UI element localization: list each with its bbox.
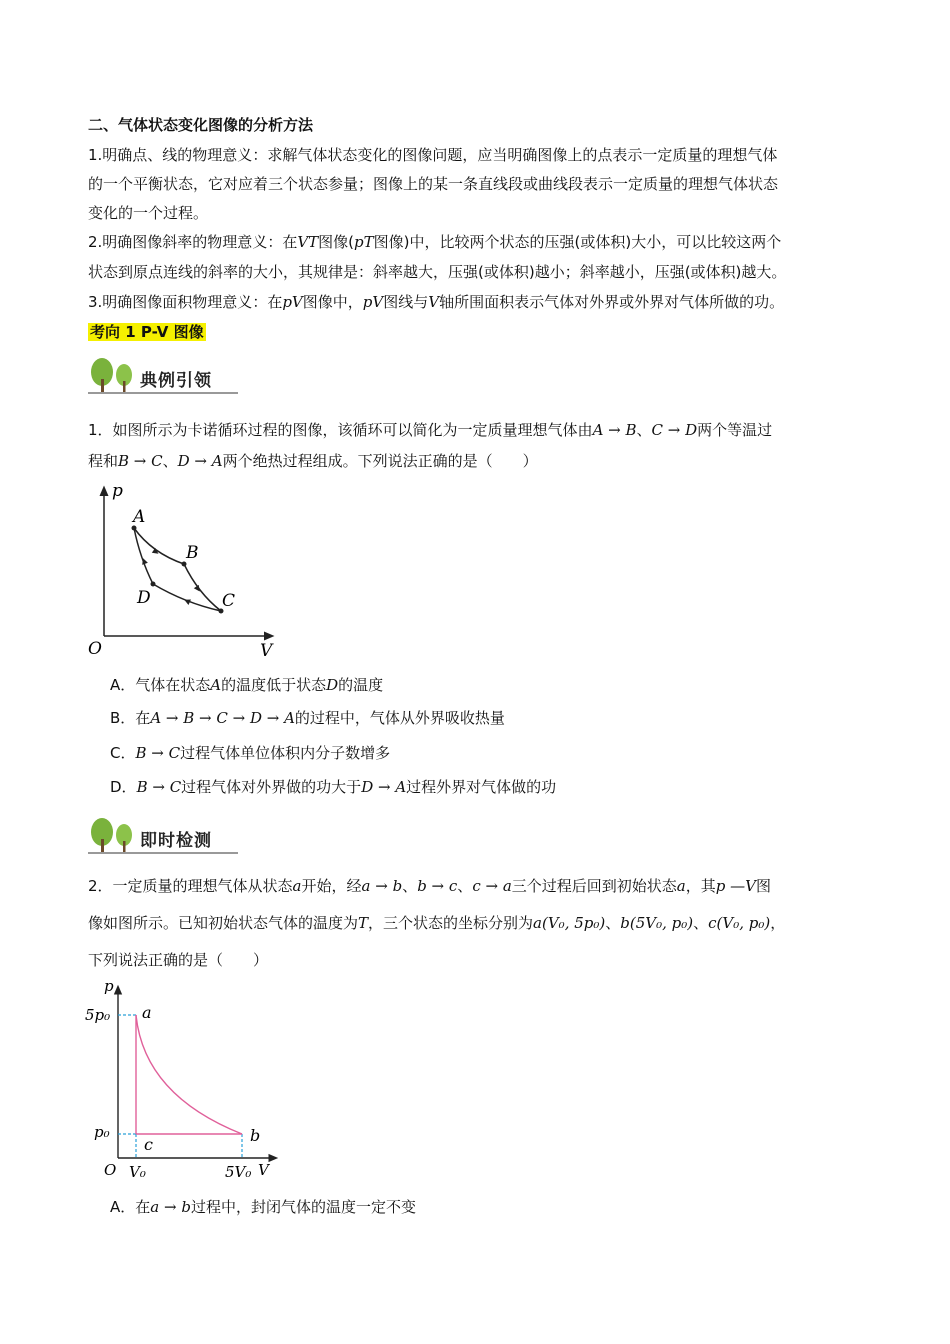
text: 过程中，封闭气体的温度一定不变 [190, 1198, 416, 1216]
topic-highlight: 考向 1 P-V 图像 [90, 323, 204, 341]
math-state: a [676, 877, 686, 895]
q1-option-d[interactable] [110, 777, 556, 797]
arrow-c-d [183, 597, 191, 605]
label-5v0: 5V₀ [225, 1163, 252, 1181]
text: 气体在状态 [135, 676, 211, 694]
text: 2．一定质量的理想气体从状态 [88, 877, 293, 895]
math-pv: pV [282, 293, 303, 311]
q2-line-1 [88, 876, 771, 896]
tree-icon [88, 355, 140, 395]
text: 两个等温过 [697, 421, 773, 439]
coord-a: a(V₀, 5p₀) [533, 914, 606, 932]
text: 2.明确图像斜率的物理意义：在 [88, 233, 298, 251]
banner-title: 即时检测 [140, 831, 212, 851]
text: 、 [636, 421, 652, 439]
math-path: A → B → C → D → A [150, 709, 295, 727]
paragraph-2-line-1 [88, 232, 781, 252]
label-c: C [222, 591, 236, 611]
carnot-cycle-figure [80, 478, 290, 663]
banner-underline [88, 852, 238, 854]
text: 图 [755, 877, 771, 895]
text: 、 [402, 877, 418, 895]
coord-c: c(V₀, p₀) [708, 914, 771, 932]
q2-line-2 [88, 913, 785, 933]
q2-option-a[interactable] [110, 1197, 416, 1217]
text: 程和 [88, 452, 119, 470]
text: 轴所围面积表示气体对外界或外界对气体所做的功。 [439, 293, 785, 311]
math-path: B → C [136, 778, 182, 796]
label-p: p [104, 977, 114, 995]
text: 三个过程后回到初始状态 [511, 877, 677, 895]
text: 的温度 [338, 676, 384, 694]
text: 在 [135, 709, 151, 727]
label-p0: p₀ [94, 1123, 110, 1141]
label-c: c [144, 1135, 153, 1154]
text: 的过程中，气体从外界吸收热量 [294, 709, 505, 727]
q1-option-a[interactable] [110, 675, 383, 695]
option-key: D． [110, 778, 137, 796]
label-o: O [104, 1161, 117, 1179]
text: 像如图所示。已知初始状态气体的温度为 [88, 914, 359, 932]
q1-line-1 [88, 420, 772, 440]
topic-label [88, 322, 206, 342]
math-path: c → a [472, 877, 512, 895]
option-key: A． [110, 1198, 136, 1216]
text: 、 [605, 914, 621, 932]
text: 1．如图所示为卡诺循环过程的图像，该循环可以简化为一定质量理想气体由 [88, 421, 593, 439]
banner-check [88, 815, 238, 855]
tree-icon [88, 815, 140, 855]
label-d: D [137, 588, 151, 608]
math-path: D → A [361, 778, 407, 796]
coord-b: b(5V₀, p₀) [620, 914, 694, 932]
paragraph-1-line-1: 1.明确点、线的物理意义：求解气体状态变化的图像问题，应当明确图像上的点表示一定质量的理想气体 [88, 146, 778, 164]
point-d [151, 582, 156, 587]
text: 3.明确图像面积物理意义：在 [88, 293, 283, 311]
q2-line-3: 下列说法正确的是（ ） [88, 951, 269, 969]
text: 开始，经 [301, 877, 362, 895]
text: 过程气体对外界做的功大于 [181, 778, 362, 796]
option-key: B． [110, 709, 136, 727]
text: 的温度低于状态 [221, 676, 327, 694]
math-state: A [210, 676, 222, 694]
paragraph-3 [88, 292, 784, 312]
pv-cycle-figure [82, 975, 282, 1185]
paragraph-1-line-3: 变化的一个过程。 [88, 204, 209, 222]
text: 、 [457, 877, 473, 895]
text: ，三个状态的坐标分别为 [368, 914, 534, 932]
text: 图像( [318, 233, 355, 251]
text: 在 [135, 1198, 151, 1216]
math-pv: pV [362, 293, 384, 311]
curve-b-c [184, 564, 221, 611]
text: 、 [162, 452, 178, 470]
text: 图像中， [302, 293, 363, 311]
q1-option-b[interactable] [110, 708, 505, 728]
text: ，其 [685, 877, 716, 895]
math-t: T [358, 914, 369, 932]
label-b: b [250, 1126, 261, 1145]
label-v: V [260, 641, 273, 661]
text: ， [770, 914, 786, 932]
math-bc: B → C [118, 452, 163, 470]
math-v: V [428, 293, 440, 311]
text: 过程外界对气体做的功 [406, 778, 557, 796]
text: 、 [693, 914, 709, 932]
banner-example [88, 355, 238, 395]
math-da: D → A [177, 452, 223, 470]
math-ab: A → B [592, 421, 637, 439]
math-vt: VT [297, 233, 319, 251]
label-a: a [142, 1003, 152, 1022]
q1-option-c[interactable] [110, 743, 390, 763]
option-key: A． [110, 676, 136, 694]
math-path: b → c [417, 877, 458, 895]
paragraph-2-line-2: 状态到原点连线的斜率的大小，其规律是：斜率越大，压强(或体积)越小；斜率越小，压强(或体积)越大。 [88, 263, 787, 281]
curve-a-b [136, 1015, 242, 1134]
label-v0: V₀ [129, 1163, 146, 1181]
math-path: a → b [150, 1198, 191, 1216]
banner-underline [88, 392, 238, 394]
text: 图像)中，比较两个状态的压强(或体积)大小，可以比较这两个 [373, 233, 782, 251]
label-b: B [186, 543, 199, 563]
banner-title: 典例引领 [140, 371, 212, 391]
label-v: V [258, 1161, 269, 1179]
curve-c-d [153, 584, 221, 611]
text: 两个绝热过程组成。下列说法正确的是（ ） [222, 452, 538, 470]
math-path: B → C [135, 744, 181, 762]
math-state: D [326, 676, 339, 694]
text: 图线与 [383, 293, 429, 311]
math-pv: p —V [715, 877, 756, 895]
section-heading: 二、气体状态变化图像的分析方法 [88, 116, 314, 134]
q1-line-2 [88, 451, 538, 471]
paragraph-1-line-2: 的一个平衡状态，它对应着三个状态参量；图像上的某一条直线段或曲线段表示一定质量的理想气体状态 [88, 175, 779, 193]
curve-d-a [134, 528, 153, 584]
math-path: a → b [361, 877, 403, 895]
curve-a-b [134, 528, 184, 564]
text: 过程气体单位体积内分子数增多 [180, 744, 391, 762]
label-o: O [88, 639, 102, 659]
label-a: A [133, 507, 146, 527]
label-p: p [112, 481, 123, 501]
math-state: a [292, 877, 302, 895]
math-cd: C → D [651, 421, 698, 439]
math-pt: pT [354, 233, 374, 251]
option-key: C． [110, 744, 136, 762]
arrow-d-a [140, 557, 148, 565]
label-5p0: 5p₀ [85, 1006, 111, 1024]
